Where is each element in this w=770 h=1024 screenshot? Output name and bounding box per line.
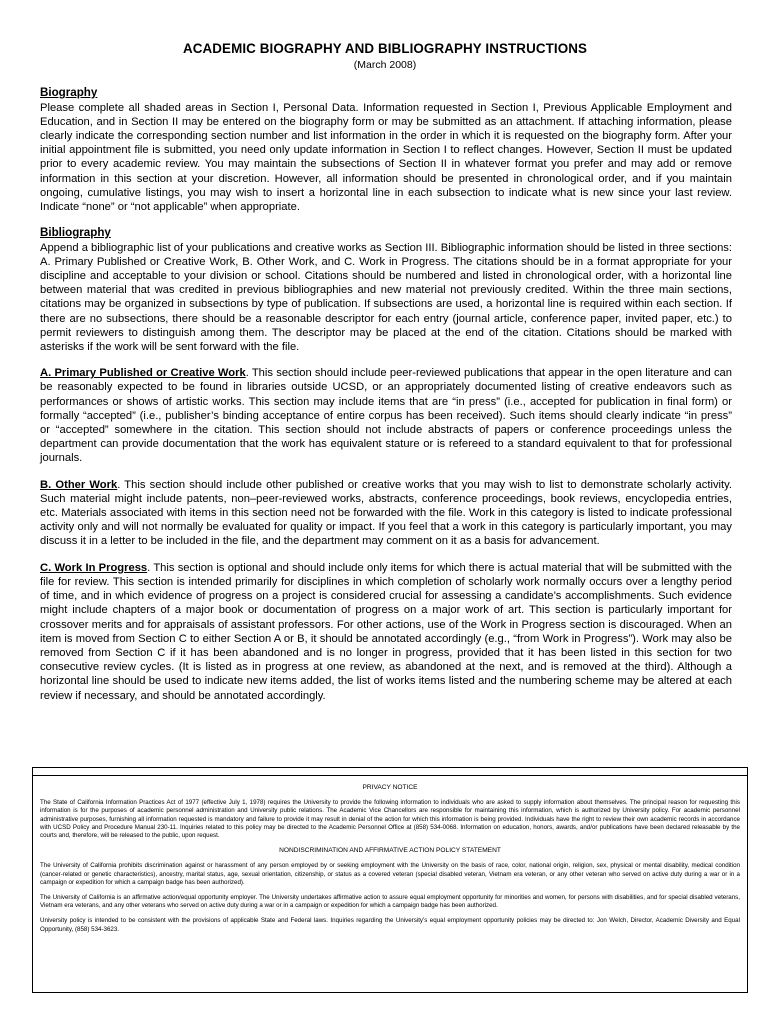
privacy-notice-title: PRIVACY NOTICE xyxy=(362,784,418,791)
bibliography-section xyxy=(40,226,732,354)
document-date: (March 2008) xyxy=(353,59,417,71)
section-b xyxy=(40,478,732,549)
notice-content xyxy=(40,784,740,941)
notice-box xyxy=(32,767,748,993)
section-c-text: . This section is optional and should include only items for which there is actual material that will be submitted with the file for review. This section is intended primarily for disciplines in which completion of scholarly work normally occurs over a lengthy period of time, and in which evidence of progress on a project is considered crucial for assessing a candidate’s accomplishments. Such evidence might include chapters of a major book or documentation of progress on a major work of art. This section is particularly important for crossover merits and for appraisals of assistant professors. For other actions, use of the Work in Progress section is discouraged. When an item is moved from Section C to either Section A or B, it should be annotated accordingly (e.g., “from Work in Progress”). Work may also be removed from Section C if it has been abandoned and is no longer in progress, provided that it has been listed in this section for two consecutive review cycles. (It is listed as in progress at one review, as abandoned at the next, and is removed at the third). Although a horizontal line should be used to indicate new items added, the list of works items listed and the numbering scheme may be altered at each review if necessary, and should be annotated accordingly. xyxy=(40,561,732,702)
biography-paragraph: Please complete all shaded areas in Section I, Personal Data. Information requested in Section I, Previous Applicable Employment and Education, and in Section II may be entered on the biography form or may be submitted as an attachment. If attaching information, please clearly indicate the corresponding section number and list information in the order in which it is requested on the biography form. After your initial appointment file is submitted, you need only update information in Section I to reflect changes. However, Section II must be updated prior to every academic review. You may maintain the subsections of Section II in whatever format you prefer and may add or remove information in this section at your discretion. However, all information should be presented in chronological order, and if you maintain ongoing, cumulative listings, you may wish to insert a horizontal line in each subsection to indicate what is new since your last review. Indicate “none” or “not applicable” when appropriate. xyxy=(40,101,732,213)
section-a xyxy=(40,366,732,465)
bibliography-paragraph: Append a bibliographic list of your publications and creative works as Section III. Bibliographic information should be listed in three sections: A. Primary Published or Creative Work, B. Other Work, and C. Work in Progress. The citations should be in a format appropriate for your discipline and acceptable to your division or school. Citations should be numbered and listed in chronological order, with a horizontal line between material that was credited in previous bibliographies and new material not previously credited. Within the three main sections, citations may be organized in subsections by type of publication. If subsections are used, a horizontal line is required within each section. If there are no subsections, there should be a reasonable descriptor for each entry (journal article, conference paper, invited paper, etc.) to permit reviewers to distinguish among them. The descriptor may be placed at the end of the citation. Citations should be marked with asterisks if the work will be sent forward with the file. xyxy=(40,241,732,354)
nondiscrimination-text: The University of California prohibits discrimination against or harassment of any person employed by or seeking employment with the University on the basis of race, color, national origin, religion, sex, physical or mental disability, medical condition (cancer-related or genetic characteristics), ancestry, marital status, age, sexual orientation, citizenship, or status as a covered veteran (special disabled veteran, Vietnam era veteran, or any other veteran who served on active duty during a war or in a campaign or expedition for which a campaign badge has been authorized). xyxy=(40,862,740,886)
section-a-text: . This section should include peer-reviewed publications that appear in the open literature and can be reasonably expected to be found in libraries outside UCSD, or an appropriately documented listing of creative endeavors such as performances or shows of artistic works. This section may include items that are “in press” (i.e., accepted for publication in final form) or formally “accepted” (i.e., publisher’s binding acceptance of entire corpus has been received). Such items should clearly indicate “in press” or “accepted” somewhere in the citation. This section should not include abstracts of papers or conference proceedings unless the department can provide documentation that the work has equivalent stature or is refereed to a standard equivalent to that for professional journals. xyxy=(40,367,732,465)
instructions-body xyxy=(40,86,732,703)
section-b-lead: B. Other Work xyxy=(40,478,118,491)
biography-section xyxy=(40,86,732,214)
bibliography-heading: Bibliography xyxy=(40,226,111,240)
biography-heading: Biography xyxy=(40,86,98,99)
section-b-paragraph xyxy=(40,478,732,549)
affirmative-action-text: The University of California is an affirmative action/equal opportunity employer. The University undertakes affirmative action to assure equal employment opportunity for minorities and women, for persons with disabilities, and for special disabled veterans, Vietnam era veterans, and any other veterans who served on active duty during a war or in a campaign or expedition for which a campaign badge has been authorized. xyxy=(40,894,740,910)
section-c xyxy=(40,561,732,703)
nondiscrimination-title: NONDISCRIMINATION AND AFFIRMATIVE ACTION POLICY STATEMENT xyxy=(279,847,501,855)
section-a-paragraph xyxy=(40,366,732,465)
section-c-paragraph xyxy=(40,561,732,703)
section-c-lead: C. Work In Progress xyxy=(40,561,148,574)
section-a-lead: A. Primary Published or Creative Work xyxy=(40,367,246,380)
document-title: ACADEMIC BIOGRAPHY AND BIBLIOGRAPHY INSTRUCTIONS xyxy=(182,41,588,56)
notice-top-rule xyxy=(33,775,747,776)
section-b-text: . This section should include other published or creative works that you may wish to list to demonstrate scholarly activity. Such material might include patents, non–peer-reviewed works, abstracts, conference proceedings, book reviews, encyclopedia entries, etc. Materials associated with items in this section need not be forwarded with the file. Work in this category is listed to indicate professional activity only and will not normally be evaluated for quality or impact. If you feel that a work in this category is particularly important, you may discuss it in a letter to be included in the file, and the department may comment on it as a basis for advancement. xyxy=(40,478,732,548)
privacy-notice-text: The State of California Information Practices Act of 1977 (effective July 1, 1978) requires the University to provide the following information to individuals who are asked to supply information about themselves. The principal reason for requesting this information is for the purposes of academic personnel administration and University public relations. The Academic Vice Chancellors are responsible for maintaining this information, which is authorized by University policy. For academic personnel administrative purposes, furnishing all information requested is mandatory and failure to provide it may result in denial of the action for which this information is being provided. Individuals have the right to review their own academic records in accordance with UCSD Policy and Procedure Manual 230-11. Inquiries related to this policy may be directed to the Academic Personnel Office at (858) 534-0068. Information on education, honors, awards, and/or publications have been declared releasable by the courts and, therefore, will be released to the public, upon request. xyxy=(40,799,740,840)
policy-inquiries-text: University policy is intended to be consistent with the provisions of applicable State and Federal laws. Inquiries regarding the University’s equal employment opportunity policies may be directed to: Jon Welch, Director, Academic Diversity and Equal Opportunity, (858) 534-3623. xyxy=(40,917,740,933)
